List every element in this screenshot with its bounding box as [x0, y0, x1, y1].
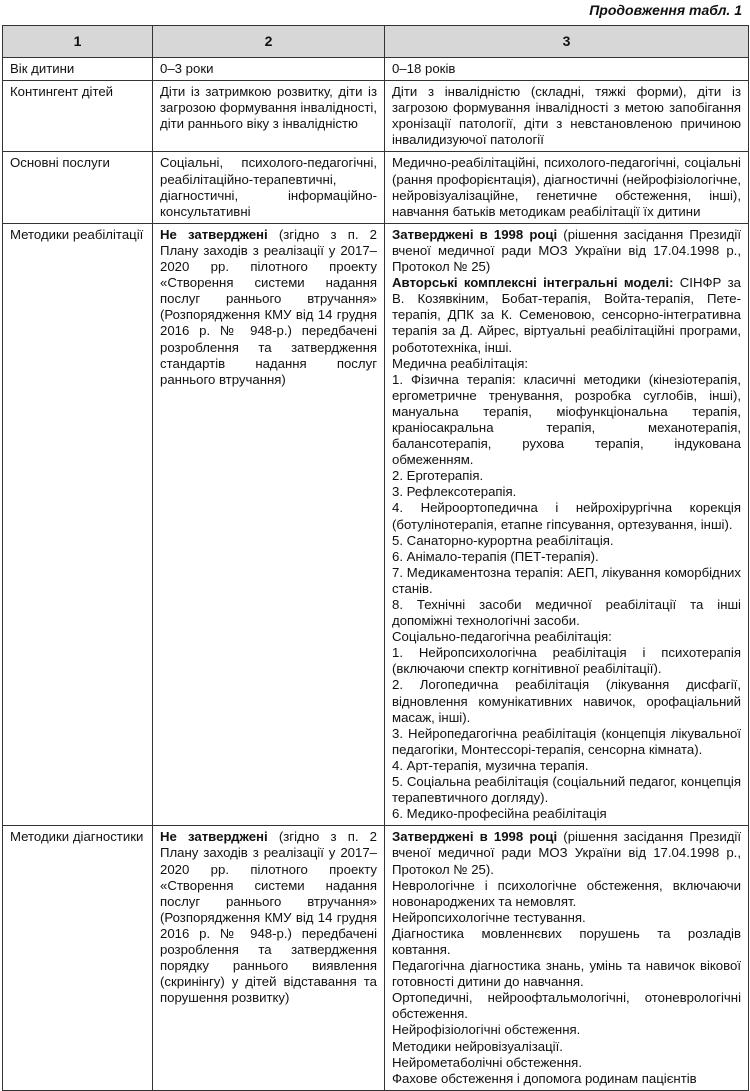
row-label-diag: Методики діагностики [3, 826, 153, 1091]
list-item: 6. Анімало-терапія (ПЕТ-терапія). [392, 548, 599, 564]
status-not-approved: Не затверджені [160, 226, 268, 242]
list-item: Ортопедичні, нейроофтальмологічні, отоневрологічні обстеження. [392, 990, 741, 1022]
cell-age-c2: 0–3 роки [153, 58, 385, 81]
cell-diag-c2 [153, 826, 385, 1091]
cell-rehab-c2-text: (згідно з п. 2 Плану заходів з реалізації у 2017–2020 рр. пілотного проекту «Створення системи надання послуг раннього втручання» (Розпорядження КМУ від 14 грудня 2016 р. № 948-р.) передбачені розроблення та затвердження стандартів надання послуг раннього втручання) [160, 226, 377, 387]
list-item: Неврологічне і психологічне обстеження, включаючи новонароджених та немовлят. [392, 877, 741, 909]
diag-approval [392, 829, 741, 877]
list-item: 5. Соціальна реабілітація (соціальний педагог, концепція терапевтичного догляду). [392, 774, 741, 806]
list-item: 1. Нейропсихологічна реабілітація і психотерапія (включаючи спектр когнітивної реабілітації). [392, 645, 741, 677]
cell-rehab-c2 [153, 223, 385, 825]
cell-diag-c3 [385, 826, 749, 1091]
rehab-approval [392, 227, 741, 275]
list-item: 8. Технічні засоби медичної реабілітації та інші допоміжні технологічні засоби. [392, 597, 741, 629]
cell-age-c3: 0–18 років [385, 58, 749, 81]
data-table [2, 25, 749, 1091]
column-header-2: 2 [153, 26, 385, 58]
table-row-age [3, 58, 749, 81]
row-label-services: Основні послуги [3, 152, 153, 223]
row-label-contingent: Контингент дітей [3, 81, 153, 152]
table-row-contingent [3, 81, 749, 152]
list-item: 5. Санаторно-курортна реабілітація. [392, 532, 614, 548]
list-item: 6. Медико-професійна реабілітація [392, 806, 607, 822]
list-item: 7. Медикаментозна терапія: АЕП, лікування коморбідних станів. [392, 564, 741, 596]
status-approved: Затверджені в 1998 році [392, 226, 558, 242]
cell-rehab-c3 [385, 223, 749, 825]
rehab-models [392, 275, 741, 355]
cell-services-c3: Медично-реабілітаційні, психолого-педагогічні, соціальні (рання профорієнтація), діагностичні (нейрофізіологічне, нейровізуалізаційне, генетичне обстеження, інші), навчання батьків методикам реабілітації їх дитини [385, 152, 749, 223]
diag-approval-text: (рішення засідання Президії вченої медичної ради МОЗ України від 17.04.1998 р., Протокол № 25). [392, 829, 741, 877]
rehab-models-heading: Авторські комплексні інтегральні моделі: [392, 275, 674, 291]
rehab-models-text: СІНФР за В. Козявкіним, Бобат-терапія, Войта-терапія, Пете-терапія, ДПК за К. Семеновою, сенсорно-інтегративна терапія за Д. Айрес, віртуальні реабілітаційні програми, робототехніка, інші. [392, 275, 741, 355]
table-header-row [3, 26, 749, 58]
table-caption: Продовження табл. 1 [589, 2, 742, 18]
list-item: 3. Нейропедагогічна реабілітація (концепція лікувальної педагогіки, Монтессорі-терапія, сенсорна кімната). [392, 725, 741, 757]
table-row-diag [3, 826, 749, 1091]
list-item: Нейропсихологічне тестування. [392, 909, 586, 925]
column-header-3: 3 [385, 26, 749, 58]
list-item: Педагогічна діагностика знань, умінь та навичок вікової готовності дитини до навчання. [392, 958, 741, 990]
table-row-rehab [3, 223, 749, 825]
list-item: 4. Арт-терапія, музична терапія. [392, 757, 589, 773]
diag-methods-list [392, 878, 741, 1087]
cell-contingent-c2: Діти із затримкою розвитку, діти із загрозою формування інвалідності, діти раннього віку з інвалідністю [153, 81, 385, 152]
list-item: 1. Фізична терапія: класичні методики (кінезіотерапія, ергометричне тренування, розробка суглобів, інші), мануальна терапія, міофункціональна терапія, краніосакральна терапія, механотерапія, балансотерапія, рухова терапія, індукована обмеженням. [392, 371, 741, 468]
cell-diag-c2-text: (згідно з п. 2 Плану заходів з реалізації у 2017–2020 рр. пілотного проекту «Створення системи надання послуг раннього втручання» (Розпорядження КМУ від 14 грудня 2016 р. № 948-р.) передбачені розроблення та затвердження порядку раннього виявлення (скринінгу) у дітей відставання та порушення розвитку) [160, 829, 377, 1006]
list-item: 2. Ерготерапія. [392, 468, 484, 484]
row-label-age: Вік дитини [3, 58, 153, 81]
list-item: 2. Логопедична реабілітація (лікування дисфагії, відновлення комунікативних навичок, орофаціальний масаж, інші). [392, 677, 741, 725]
cell-services-c2: Соціальні, психолого-педагогічні, реабілітаційно-терапевтичні, діагностичні, інформаційно-консультативні [153, 152, 385, 223]
row-label-rehab: Методики реабілітації [3, 223, 153, 825]
list-item: 4. Нейроортопедична і нейрохірургічна корекція (ботулінотерапія, етапне гіпсування, ортезування, інші). [392, 500, 741, 532]
list-item: Нейрометаболічні обстеження. [392, 1054, 582, 1070]
cell-contingent-c3: Діти з інвалідністю (складні, тяжкі форми), діти із загрозою формування інвалідності з метою запобігання хронізації патології, діти з невстановленою причиною інвалидизуючої патології [385, 81, 749, 152]
rehab-approval-text: (рішення засідання Президії вченої медичної ради МОЗ України від 17.04.1998 р., Протокол № 25) [392, 226, 741, 275]
list-item: Діагностика мовленнєвих порушень та розладів ковтання. [392, 925, 741, 957]
status-not-approved: Не затверджені [160, 829, 268, 845]
list-item: Нейрофізіологічні обстеження. [392, 1022, 581, 1038]
status-approved: Затверджені в 1998 році [392, 829, 558, 845]
column-header-1: 1 [3, 26, 153, 58]
table-row-services [3, 152, 749, 223]
list-item: Соціально-педагогічна реабілітація: [392, 629, 612, 645]
list-item: Фахове обстеження і допомога родинам пацієнтів [392, 1070, 697, 1086]
list-item: Методики нейровізуалізації. [392, 1038, 563, 1054]
list-item: Медична реабілітація: [392, 355, 529, 371]
rehab-methods-list [392, 356, 741, 823]
list-item: 3. Рефлексотерапія. [392, 484, 517, 500]
